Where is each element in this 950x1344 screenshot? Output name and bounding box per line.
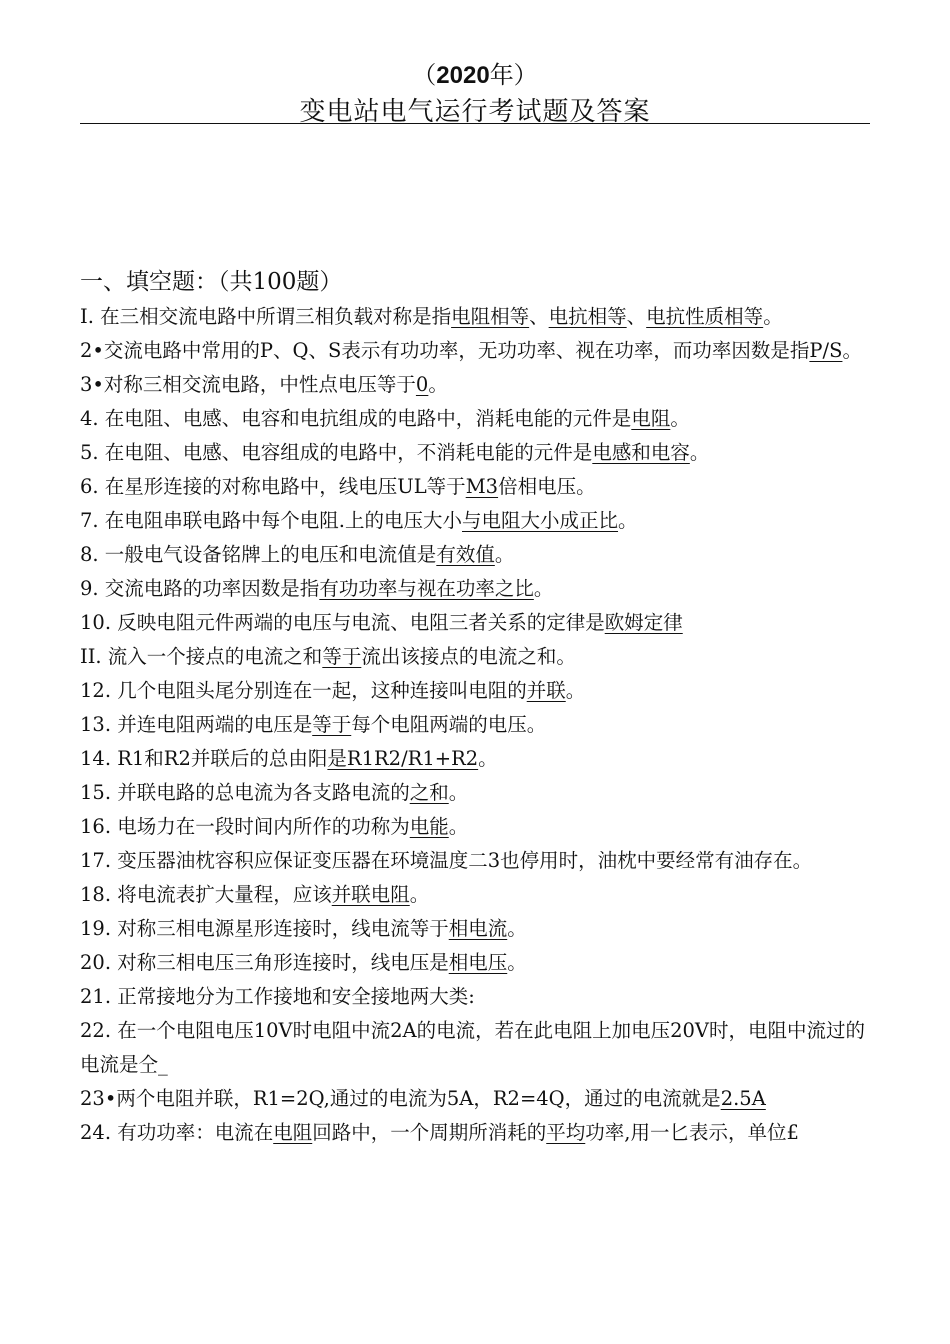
answer-text: 电阻 [273,1121,313,1144]
question-text: 。 [428,373,448,396]
question-text: 24. 有功功率：电流在 [80,1121,274,1144]
question-text: 流出该接点的电流之和。 [361,645,576,668]
question-item [80,300,870,334]
question-item [80,810,870,844]
question-text: 。 [842,339,862,362]
question-item [80,742,870,776]
question-item [80,572,870,606]
question-text: 。 [448,781,469,804]
question-text: 22. 在一个电阻电压10V时电阻中流2A的电流，若在此电阻上加电压20V时，电阻中流过的电流是仝_ [80,1019,865,1076]
question-text: 。 [618,509,638,532]
question-text: 8. 一般电气设备铭牌上的电压和电流值是 [80,543,437,566]
question-item [80,368,870,402]
question-text: 13. 并连电阻两端的电压是 [80,713,313,736]
question-text: 4. 在电阻、电感、电容和电抗组成的电路中，消耗电能的元件是 [80,407,632,430]
question-text: 。 [507,951,527,974]
answer-text: 电能 [409,815,449,838]
document-header [80,58,870,131]
question-item [80,504,870,538]
question-item [80,980,870,1014]
question-text: 6. 在星形连接的对称电路中，线电压UL等于 [80,475,466,498]
answer-text: 并联 [526,679,566,702]
section-heading: 一、填空题：（共100题） [80,269,343,295]
question-item [80,1082,870,1116]
question-text: 。 [409,883,430,906]
answer-text: 等于 [312,713,352,736]
question-text: 、 [626,305,647,328]
question-item [80,776,870,810]
question-text: 23•两个电阻并联，R1=2Q,通过的电流为5A，R2=4Q，通过的电流就是 [80,1087,721,1110]
answer-text: P/S [809,339,843,362]
question-text: 10. 反映电阻元件两端的电压与电流、电阻三者关系的定律是 [80,611,605,634]
question-item [80,538,870,572]
answer-text: 电阻 [631,407,671,430]
question-text: 20. 对称三相电压三角形连接时，线电压是 [80,951,449,974]
answer-text: 有效值 [436,543,495,566]
question-item [80,640,870,674]
question-text: 21. 正常接地分为工作接地和安全接地两大类: [80,985,475,1008]
question-item [80,844,870,878]
answer-text: 之和 [409,781,449,804]
question-text: 18. 将电流表扩大量程，应该 [80,883,332,906]
answer-text: 电抗相等 [548,305,627,328]
question-text: 。 [494,543,515,566]
answer-text: 并联电阻 [331,883,410,906]
question-item [80,334,870,368]
question-text: 。 [670,407,690,430]
question-item [80,606,870,640]
question-text: 15. 并联电路的总电流为各支路电流的 [80,781,410,804]
question-text: 19. 对称三相电源星形连接时，线电流等于 [80,917,449,940]
answer-text: 等于 [322,645,362,668]
answer-text: 电感和电容 [592,441,690,464]
question-item [80,470,870,504]
question-item [80,436,870,470]
question-text: 功率,用一匕表示，单位£ [585,1121,799,1144]
question-text: 9. 交流电路的功率因数是指 [80,577,320,600]
question-text: 3•对称三相交流电路，中性点电压等于 [80,373,416,396]
question-item [80,708,870,742]
answer-text: 相电压 [448,951,508,974]
answer-text: 是R1R2/R1+R2 [327,747,479,770]
answer-text: 欧姆定律 [604,611,683,634]
answer-text: 0 [415,373,429,396]
question-text: I. 在三相交流电路中所谓三相负载对称是指 [80,305,452,328]
question-item [80,878,870,912]
question-text: 倍相电压。 [498,475,596,498]
document-title: 变电站电气运行考试题及答案 [299,97,651,127]
answer-text: 2.5A [720,1087,766,1110]
question-text: 16. 电场力在一段时间内所作的功称为 [80,815,410,838]
question-text: II. 流入一个接点的电流之和 [80,645,323,668]
question-text: 17. 变压器油枕容积应保证变压器在环境温度二3也停用时，油枕中要经常有油存在。 [80,849,813,872]
question-text: 14. R1和R2并联后的总由阳 [80,747,328,770]
question-text: 。 [689,441,710,464]
question-item [80,402,870,436]
question-text: 。 [448,815,469,838]
question-text: 7. 在电阻串联电路中每个电阻.上的电压大小 [80,509,463,532]
answer-text: 相电流 [448,917,508,940]
question-text: 12. 几个电阻头尾分别连在一起，这种连接叫电阻的 [80,679,527,702]
question-text: 5. 在电阻、电感、电容组成的电路中，不消耗电能的元件是 [80,441,593,464]
question-text: 。 [763,305,783,328]
question-item [80,1116,870,1150]
question-item [80,912,870,946]
year-line [80,58,870,93]
year-close: 年） [489,61,538,89]
answer-text: M3 [465,475,499,498]
question-text: 。 [507,917,527,940]
question-text: 、 [529,305,549,328]
question-text: 。 [533,577,554,600]
question-item [80,674,870,708]
question-item [80,946,870,980]
question-item [80,1014,870,1082]
question-text: 2•交流电路中常用的P、Q、S表示有功功率，无功功率、视在功率，而功率因数是指 [80,339,810,362]
question-list [80,300,870,1150]
answer-text: 平均 [546,1121,586,1144]
answer-text: 电抗性质相等 [646,305,764,328]
question-text: 。 [478,747,498,770]
question-text: 回路中，一个周期所消耗的 [312,1121,547,1144]
title-rule [80,123,870,124]
answer-text: 有功功率与视在功率之比 [319,577,534,600]
answer-text: 电阻相等 [451,305,530,328]
answer-text: 与电阻大小成正比 [462,509,619,532]
question-text: 。 [565,679,586,702]
year-open-paren: （ [412,61,437,89]
year-number: 2020 [436,62,490,89]
question-text: 每个电阻两端的电压。 [351,713,547,736]
